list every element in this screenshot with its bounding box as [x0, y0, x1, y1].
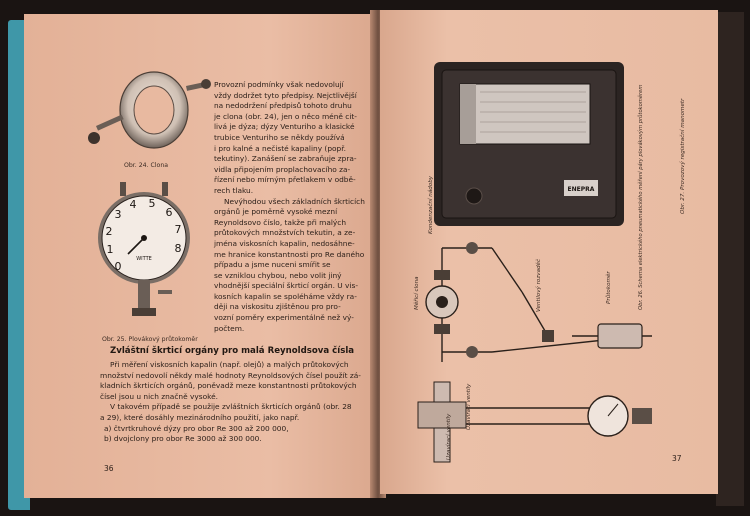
- fig27-caption: Obr. 27. Provozový registrační manometr: [680, 98, 686, 214]
- body-line: V takovém případě se použije zvláštních škrticích orgánů (obr. 28: [110, 402, 352, 412]
- right-column-line: tekutiny). Zanášení se zabraňuje zpra-: [214, 154, 357, 164]
- right-column-line: jména viskosních kapalin, nedosáhne-: [214, 238, 355, 248]
- right-column-line: kosních kapalin se spoléháme vždy ra-: [214, 291, 357, 301]
- label-uzaviraci: Uzavírací ventily: [446, 413, 452, 460]
- body-line: kladních škrticích orgánů, poněvadž meze konstantnosti průtokových: [100, 381, 357, 391]
- right-column-line: Provozní podmínky však nedovolují: [214, 80, 344, 89]
- right-column-line: livá je dýza; dýzy Venturiho a klasické: [214, 122, 355, 132]
- fig26-caption: Obr. 26. Schema elektrického pneumatického měření páry plovákovým průtokoměrem: [638, 84, 644, 310]
- gauge-number-4: 4: [129, 198, 137, 211]
- recorder-brand: ENEPRA: [567, 186, 595, 193]
- gauge-number-2: 2: [105, 225, 113, 238]
- orifice-plate-illustration: [82, 66, 212, 162]
- gauge-number-7: 7: [174, 223, 182, 236]
- right-column-line: na nedodržení předpisů tohoto druhu: [214, 101, 352, 111]
- right-column-line: trubice Venturiho se někdy používá: [214, 132, 345, 142]
- right-column-line: je clona (obr. 24), jen o něco méně cit-: [214, 111, 357, 121]
- book-cover-right: [716, 12, 744, 506]
- right-column-line: Nevýhodou všech základních škrticích: [224, 196, 365, 206]
- right-column-line: se vzniklou chybou, nebo volit jiný: [214, 270, 342, 280]
- right-page: [380, 10, 718, 494]
- body-line: b) dvojclony pro obor Re 3000 až 300 000.: [104, 434, 262, 444]
- body-line: množství nedovolí někdy malé hodnoty Reynoldsových čísel použít zá-: [100, 370, 361, 380]
- right-column-line: případu a jsme nuceni smířit se: [214, 260, 331, 270]
- body-line: čísel jsou u nich značně vysoké.: [100, 391, 219, 401]
- right-column-line: orgánů je poměrně vysoké mezní: [214, 207, 338, 217]
- body-line: a) čtvrtkruhové dýzy pro obor Re 300 až 200 000,: [104, 423, 289, 433]
- right-column-line: průtokových množstvích tekutin, a ze-: [214, 228, 356, 238]
- body-line: a 29), které dosáhly mezinárodního použití, jako např.: [100, 412, 300, 422]
- right-column-line: Reynoldsovo číslo, takže při malých: [214, 217, 347, 227]
- gauge-number-0: 0: [114, 260, 122, 273]
- page-number-left: 36: [104, 464, 114, 473]
- right-column-line: rech tlaku.: [214, 185, 254, 195]
- section-heading: Zvláštní škrticí orgány pro malá Reynoldsova čísla: [110, 346, 355, 356]
- right-column-line: počtem.: [214, 323, 245, 333]
- right-column-line: řízení nebo mírným přetlakem v odbě-: [214, 175, 356, 185]
- float-flowmeter-illustration: [96, 180, 200, 330]
- fig24-caption: Obr. 24. Clona: [124, 162, 169, 169]
- gauge-number-3: 3: [114, 208, 122, 221]
- label-merici-clona: Měřicí clona: [414, 276, 420, 310]
- right-column-text: [214, 80, 374, 334]
- right-column-line: vždy dodržet tyto předpisy. Nejctlivější: [214, 90, 357, 100]
- gauge-brand: WITTE: [136, 256, 152, 262]
- page-number-right: 37: [672, 454, 682, 463]
- open-book: [8, 6, 744, 510]
- body-line: Při měření viskosních kapalin (např. olejů) a malých průtokových: [110, 360, 349, 369]
- label-uzaviraci-2: Uzavírací ventily: [466, 383, 472, 430]
- gauge-number-5: 5: [148, 197, 156, 210]
- label-kondenzacni: Kondenzační nádoby: [428, 175, 434, 234]
- gauge-number-1: 1: [106, 243, 114, 256]
- body-text: [100, 360, 372, 445]
- right-column-line: vozní poměry experimentálně než vý-: [214, 313, 354, 323]
- left-page: [24, 14, 376, 498]
- right-column-line: me hranice konstantnosti pro Re daného: [214, 249, 365, 259]
- gauge-number-8: 8: [174, 242, 182, 255]
- right-column-line: i pro kalné a nečisté kapaliny (popř.: [214, 143, 346, 153]
- label-pruto: Průtokoměr: [606, 271, 612, 304]
- label-ventilovy: Ventilový rozvaděč: [536, 258, 542, 312]
- right-column-line: vidla připojením proplachovacího za-: [214, 164, 351, 174]
- fig25-caption: Obr. 25. Plovákový průtokoměr: [102, 336, 198, 343]
- registering-manometer-photo: [434, 62, 624, 226]
- right-column-line: vhodnější speciální škrticí orgán. U vis-: [214, 281, 359, 291]
- right-column-line: ději na viskositu zjištěnou pro pro-: [214, 302, 341, 312]
- gauge-number-6: 6: [165, 206, 173, 219]
